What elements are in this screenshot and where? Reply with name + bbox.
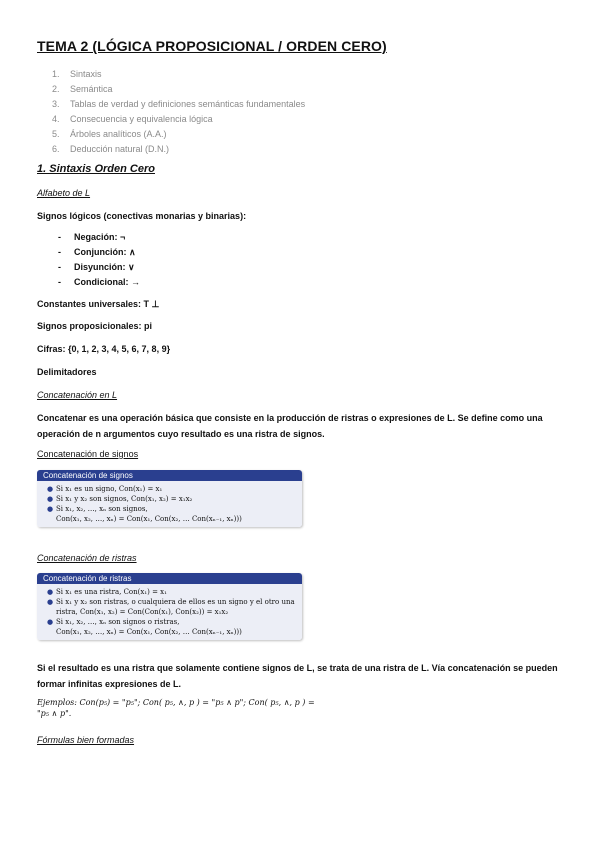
toc-item: [52, 127, 305, 142]
box-item: [47, 494, 296, 504]
toc-number: 4.: [52, 114, 60, 124]
list-item: [58, 230, 140, 245]
resultado-paragraph: Si el resultado es una ristra que solamente contiene signos de L, se trata de una ristra de L. Vía concatenación se pueden formar infinitas expresiones de L.: [37, 663, 558, 689]
box-item: [47, 627, 296, 637]
bullet-icon: ●: [47, 598, 54, 606]
ejemplos-line: Ejemplos: Con(p₅) = "p₅"; Con( p₅, ∧, p ) = "p₅ ∧ p"; Con( p₅, ∧, p ) =: [37, 698, 315, 707]
box-item: [47, 484, 296, 494]
box-item: [47, 514, 296, 524]
toc-number: 6.: [52, 144, 60, 154]
bullet-icon: ●: [47, 618, 54, 626]
box-item-text: Con(x₁, x₂, …, xₙ) = Con(x₁, Con(x₂, … Con(xₙ₋₁, xₙ))): [56, 628, 242, 636]
list-item-label: Negación: ¬: [74, 232, 126, 242]
list-dash: -: [58, 262, 61, 272]
toc-item: [52, 67, 305, 82]
toc-label: Tablas de verdad y definiciones semánticas fundamentales: [70, 99, 306, 109]
box-item-text: Si x₁ y x₂ son signos, Con(x₁, x₂) = x₁x₂: [56, 495, 193, 503]
table-of-contents: [52, 67, 305, 157]
subheading-concatenacion-en-l: Concatenación en L: [37, 390, 118, 400]
box-header: Concatenación de ristras: [37, 573, 302, 584]
toc-label: Semántica: [70, 84, 113, 94]
list-item-label: Disyunción: ∨: [74, 262, 135, 272]
bullet-icon: ●: [47, 495, 54, 503]
toc-label: Sintaxis: [70, 69, 102, 79]
section-heading-sintaxis: 1. Sintaxis Orden Cero: [37, 163, 155, 175]
box-item-text: Si x₁ es una ristra, Con(x₁) = x₁: [56, 588, 167, 596]
toc-item: [52, 97, 305, 112]
list-item-label: Conjunción: ∧: [74, 247, 136, 257]
list-item: [58, 245, 140, 260]
definition-box-signos: [37, 470, 302, 527]
toc-item: [52, 142, 305, 157]
list-item: [58, 275, 140, 290]
bullet-icon: ●: [47, 588, 54, 596]
box-item-text: Si x₁ es un signo, Con(x₁) = x₁: [56, 485, 163, 493]
constantes-text: Constantes universales: T ⊥: [37, 299, 160, 309]
conectivas-list: [58, 230, 140, 290]
toc-label: Árboles analíticos (A.A.): [70, 129, 167, 139]
box-item: [47, 587, 296, 597]
toc-number: 2.: [52, 84, 60, 94]
toc-number: 1.: [52, 69, 60, 79]
box-item-text: Si x₁, x₂, …, xₙ son signos o ristras,: [56, 618, 180, 626]
bullet-icon: ●: [47, 505, 54, 513]
box-body: [37, 481, 302, 527]
ejemplos-block: [37, 697, 357, 719]
box-header: Concatenación de signos: [37, 470, 302, 481]
list-dash: -: [58, 232, 61, 242]
box-item-text: ristra, Con(x₁, x₂) = Con(Con(x₁), Con(x₂)) = x₁x₂: [56, 608, 229, 616]
concatenacion-paragraph: Concatenar es una operación básica que consiste en la producción de ristras o expresiones de L. Se define como una operación de n argumentos cuyo resultado es una ristra de signos.: [37, 413, 543, 439]
toc-number: 3.: [52, 99, 60, 109]
box-item: [47, 607, 296, 617]
signos-logicos-text: Signos lógicos (conectivas monarias y binarias):: [37, 211, 247, 221]
list-item-label: Condicional: →: [74, 277, 140, 287]
box-item: [47, 504, 296, 514]
list-item: [58, 260, 140, 275]
ejemplos-line: "p₅ ∧ p".: [37, 709, 72, 718]
cifras-text: Cifras: {0, 1, 2, 3, 4, 5, 6, 7, 8, 9}: [37, 344, 171, 354]
box-item-text: Si x₁ y x₂ son ristras, o cualquiera de ellos es un signo y el otro una: [56, 598, 295, 606]
toc-item: [52, 82, 305, 97]
toc-label: Consecuencia y equivalencia lógica: [70, 114, 213, 124]
subheading-formulas: Fórmulas bien formadas: [37, 735, 135, 745]
box-item-text: Con(x₁, x₂, …, xₙ) = Con(x₁, Con(x₂, … Con(xₙ₋₁, xₙ))): [56, 515, 242, 523]
delimitadores-text: Delimitadores: [37, 367, 97, 377]
toc-item: [52, 112, 305, 127]
toc-label: Deducción natural (D.N.): [70, 144, 170, 154]
bullet-icon: ●: [47, 485, 54, 493]
box-item: [47, 597, 296, 607]
subheading-concatenacion-signos: Concatenación de signos: [37, 449, 139, 459]
document-title: TEMA 2 (LÓGICA PROPOSICIONAL / ORDEN CERO): [37, 38, 387, 54]
list-dash: -: [58, 247, 61, 257]
toc-number: 5.: [52, 129, 60, 139]
subheading-alfabeto: Alfabeto de L: [37, 188, 91, 198]
box-item: [47, 617, 296, 627]
box-item-text: Si x₁, x₂, …, xₙ son signos,: [56, 505, 148, 513]
subheading-concatenacion-ristras: Concatenación de ristras: [37, 553, 137, 563]
list-dash: -: [58, 277, 61, 287]
signos-proposicionales-text: Signos proposicionales: pi: [37, 321, 153, 331]
box-body: [37, 584, 302, 640]
definition-box-ristras: [37, 573, 302, 640]
